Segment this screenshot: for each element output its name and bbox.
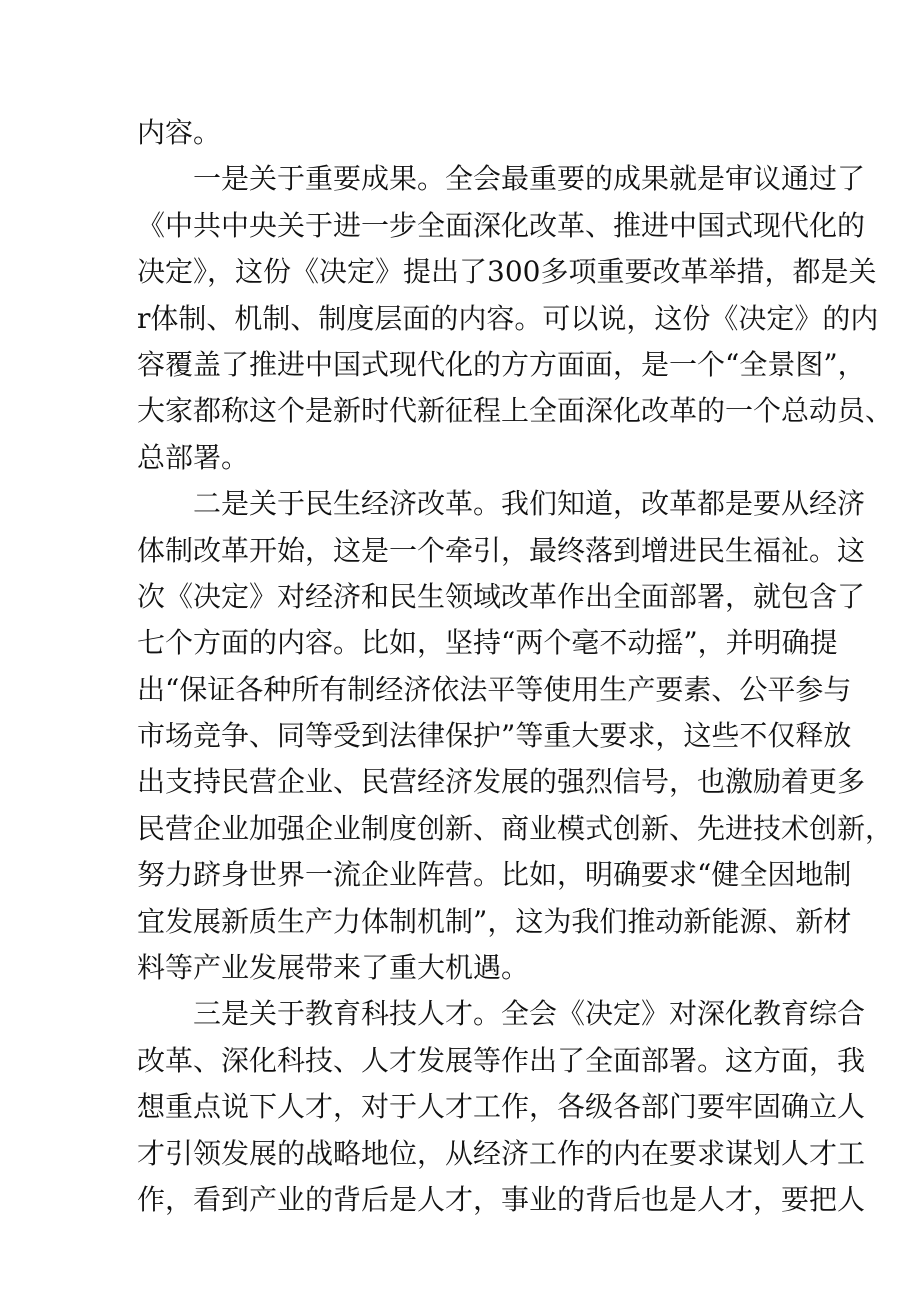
text-line: 《中共中央关于进一步全面深化改革、推进中国式现代化的	[137, 208, 866, 242]
text-line: 容覆盖了推进中国式现代化的方方面面，是一个“全景图”，	[137, 347, 866, 381]
text-line: 体制改革开始，这是一个牵引，最终落到增进民生福祉。这	[137, 533, 866, 567]
text-line: 改革、深化科技、人才发展等作出了全面部署。这方面，我	[137, 1043, 866, 1077]
text-line: 次《决定》对经济和民生领域改革作出全面部署，就包含了	[137, 579, 866, 613]
text-line: 三是关于教育科技人才。全会《决定》对深化教育综合	[137, 997, 866, 1031]
text-line: 大家都称这个是新时代新征程上全面深化改革的一个总动员、	[137, 394, 894, 428]
text-line: 料等产业发展带来了重大机遇。	[137, 951, 530, 985]
text-line: 民营企业加强企业制度创新、商业模式创新、先进技术创新，	[137, 811, 894, 845]
text-line: 市场竞争、同等受到法律保护”等重大要求，这些不仅释放	[137, 719, 852, 753]
text-line: 决定》，这份《决定》提出了300多项重要改革举措，都是关	[137, 255, 877, 289]
text-line: 宜发展新质生产力体制机制”，这为我们推动新能源、新材	[137, 904, 852, 938]
text-line: 内容。	[137, 116, 222, 149]
text-line: r体制、机制、制度层面的内容。可以说，这份《决定》的内	[137, 301, 879, 335]
text-line: 七个方面的内容。比如，坚持“两个毫不动摇”，并明确提	[137, 626, 838, 660]
document-body	[137, 110, 894, 1223]
text-line: 一是关于重要成果。全会最重要的成果就是审议通过了	[137, 162, 866, 196]
text-line: 总部署。	[137, 440, 250, 474]
text-line: 出支持民营企业、民营经济发展的强烈信号，也激励着更多	[137, 765, 866, 799]
text-line: 努力跻身世界一流企业阵营。比如，明确要求“健全因地制	[137, 858, 852, 892]
text-line: 出“保证各种所有制经济依法平等使用生产要素、公平参与	[137, 672, 852, 706]
text-line: 二是关于民生经济改革。我们知道，改革都是要从经济	[137, 487, 866, 521]
text-line: 才引领发展的战略地位，从经济工作的内在要求谋划人才工	[137, 1136, 866, 1170]
text-line: 作，看到产业的背后是人才，事业的背后也是人才，要把人	[137, 1182, 866, 1216]
text-line: 想重点说下人才，对于人才工作，各级各部门要牢固确立人	[137, 1090, 866, 1124]
